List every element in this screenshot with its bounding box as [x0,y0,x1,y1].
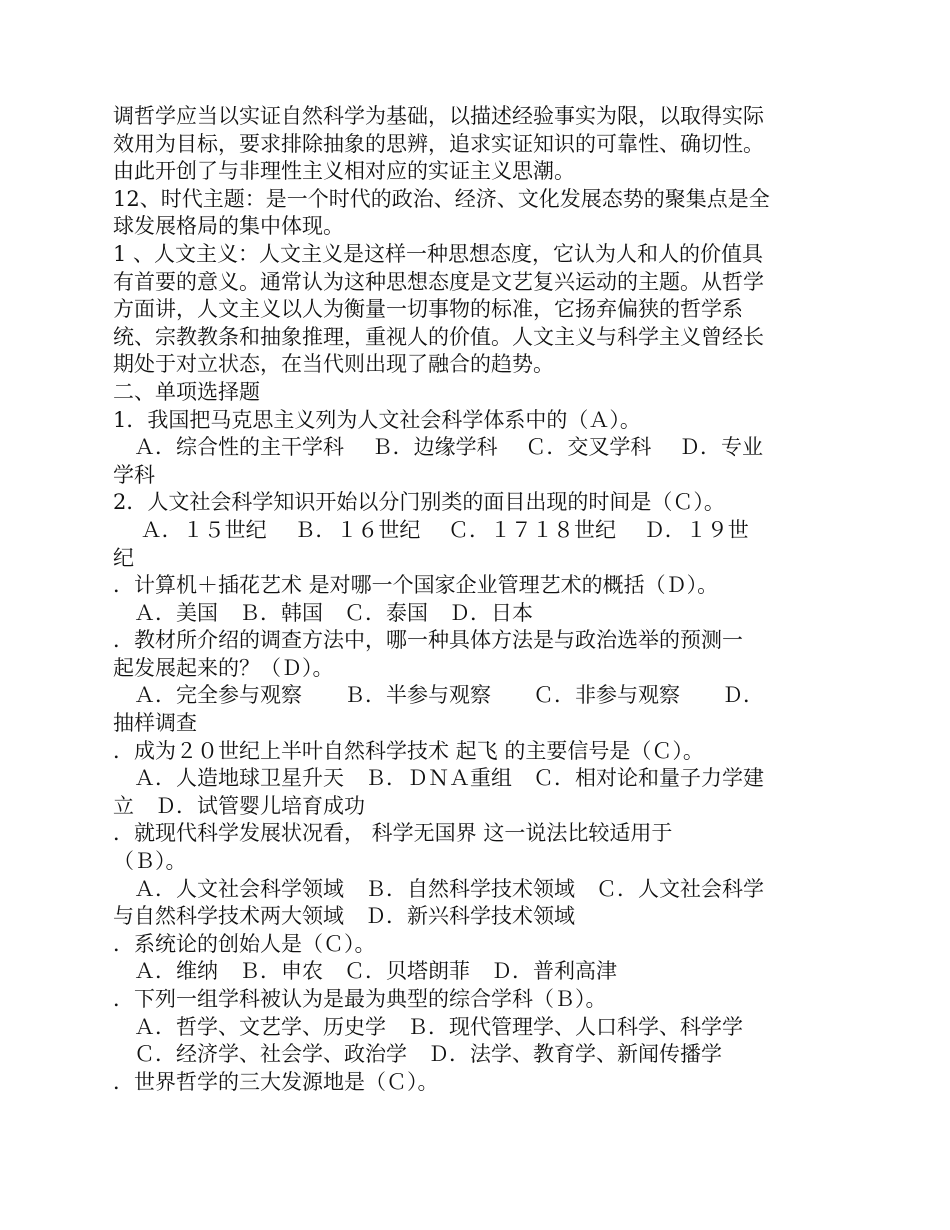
document-page [113,103,843,1096]
question-8: ．下列一组学科被认为是最为典型的综合学科（Ｂ）。 [113,987,607,1011]
question-5-options: Ａ．人造地球卫星升天 Ｂ．ＤＮＡ重组 Ｃ．相对论和量子力学建 [113,766,764,791]
text-line: 立 Ｄ．试管婴儿培育成功 [113,793,365,818]
text-line: 纪 [113,545,134,570]
question-8-options: Ａ．哲学、文艺学、历史学 Ｂ．现代管理学、人口科学、科学学 [113,1014,743,1039]
question-4-options: Ａ．完全参与观察 Ｂ．半参与观察 Ｃ．非参与观察 Ｄ． [113,683,764,708]
text-line: 抽样调查 [113,711,197,736]
text-line: 方面讲，人文主义以人为衡量一切事物的标准，它扬弃偏狭的哲学系 [113,297,743,322]
question-7: ．系统论的创始人是（Ｃ）。 [113,931,376,956]
section-heading: 二、单项选择题 [113,379,260,404]
text-line: 调哲学应当以实证自然科学为基础，以描述经验事实为限，以取得实际 [113,104,764,128]
text-line: 统、宗教教条和抽象推理，重视人的价值。人文主义与科学主义曾经长 [113,324,764,349]
text-line: 球发展格局的集中体现。 [113,214,344,239]
text-line: 期处于对立状态，在当代则出现了融合的趋势。 [113,352,554,377]
question-5: ．成为２０世纪上半叶自然科学技术 起飞 的主要信号是（Ｃ）。 [113,738,704,763]
question-6: ．就现代科学发展状况看， 科学无国界 这一说法比较适用于 [113,821,673,846]
question-2-options: Ａ．１５世纪 Ｂ．１６世纪 Ｃ．１７１８世纪 Ｄ．１９世 [113,517,749,542]
term-definition-12: 12、时代主题：是一个时代的政治、经济、文化发展态势的聚集点是全 [113,186,770,211]
question-3-options: Ａ．美国 Ｂ．韩国 Ｃ．泰国 Ｄ．日本 [113,600,533,625]
text-line: 有首要的意义。通常认为这种思想态度是文艺复兴运动的主题。从哲学 [113,269,764,294]
question-7-options: Ａ．维纳 Ｂ．申农 Ｃ．贝塔朗菲 Ｄ．普利高津 [113,959,617,984]
text-line: Ｃ．经济学、社会学、政治学 Ｄ．法学、教育学、新闻传播学 [113,1042,722,1067]
term-definition-1: 1 、人文主义：人文主义是这样一种思想态度，它认为人和人的价值具 [113,241,764,266]
text-line: 起发展起来的？（Ｄ）。 [113,655,334,680]
text-line: 效用为目标，要求排除抽象的思辨，追求实证知识的可靠性、确切性。 [113,131,764,156]
text-line: 与自然科学技术两大领域 Ｄ．新兴科学技术领域 [113,904,575,929]
question-2: 2．人文社会科学知识开始以分门别类的面目出现的时间是（Ｃ）。 [113,490,725,515]
question-9: ．世界哲学的三大发源地是（Ｃ）。 [113,1069,439,1094]
text-line: 学科 [113,462,155,487]
question-6-options: Ａ．人文社会科学领域 Ｂ．自然科学技术领域 Ｃ．人文社会科学 [113,876,764,901]
question-4: ．教材所介绍的调查方法中，哪一种具体方法是与政治选举的预测一 [113,628,743,653]
text-line: 由此开创了与非理性主义相对应的实证主义思潮。 [113,159,575,184]
question-3: ．计算机＋插花艺术 是对哪一个国家企业管理艺术的概括（Ｄ）。 [113,573,719,598]
text-line: （Ｂ）。 [113,849,187,874]
question-1: 1．我国把马克思主义列为人文社会科学体系中的（Ａ）。 [113,407,641,432]
question-1-options: Ａ．综合性的主干学科 Ｂ．边缘学科 Ｃ．交叉学科 Ｄ．专业 [113,435,764,460]
